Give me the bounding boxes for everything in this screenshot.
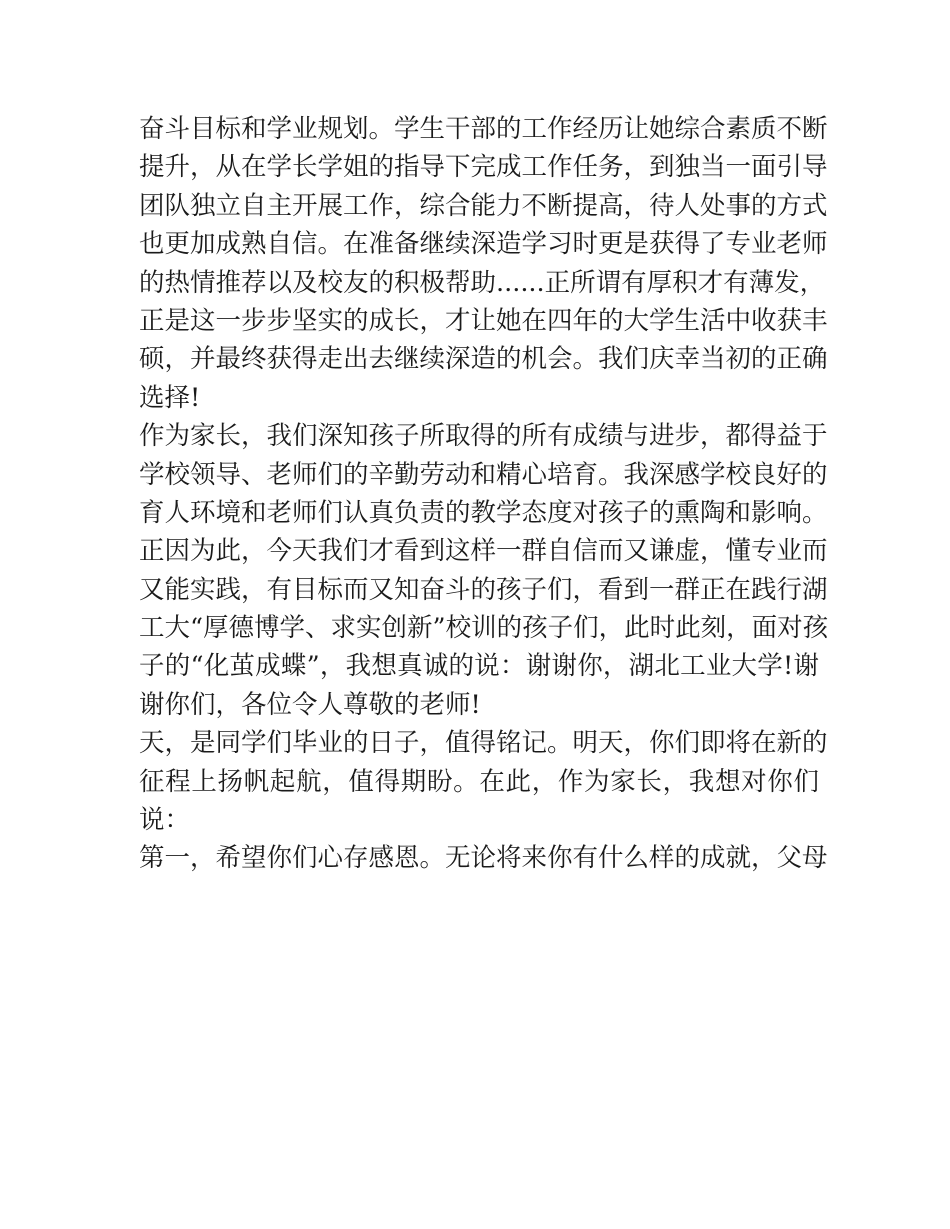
text-line: 也更加成熟自信。在准备继续深造学习时更是获得了专业老师	[139, 229, 828, 260]
text-line: 选择!	[139, 382, 201, 413]
text-line: 第一，希望你们心存感恩。无论将来你有什么样的成就，父母	[139, 843, 828, 874]
text-line: 正是这一步步坚实的成长，才让她在四年的大学生活中收获丰	[139, 305, 828, 336]
text-line: 征程上扬帆起航，值得期盼。在此，作为家长，我想对你们	[139, 766, 819, 797]
text-line: 又能实践，有目标而又知奋斗的孩子们，看到一群正在践行湖	[139, 574, 828, 605]
text-line: 谢你们，各位令人尊敬的老师!	[139, 689, 481, 720]
text-line: 奋斗目标和学业规划。学生干部的工作经历让她综合素质不断	[139, 114, 828, 144]
text-line: 学校领导、老师们的辛勤劳动和精心培育。我深感学校良好的	[139, 459, 828, 490]
text-line: 工大“厚德博学、求实创新”校训的孩子们，此时此刻，面对孩	[139, 613, 829, 644]
text-line: 的热情推荐以及校友的积极帮助......正所谓有厚积才有薄发，	[139, 267, 826, 298]
body-text	[139, 110, 829, 878]
text-line: 团队独立自主开展工作，综合能力不断提高，待人处事的方式	[139, 190, 828, 221]
text-line: 提升，从在学长学姐的指导下完成工作任务，到独当一面引导	[139, 152, 828, 183]
text-line: 硕，并最终获得走出去继续深造的机会。我们庆幸当初的正确	[139, 344, 828, 375]
text-line: 子的“化茧成蝶”，我想真诚的说：谢谢你，湖北工业大学!谢	[139, 651, 819, 682]
text-line: 正因为此，今天我们才看到这样一群自信而又谦虚，懂专业而	[139, 536, 828, 567]
text-line: 作为家长，我们深知孩子所取得的所有成绩与进步，都得益于	[139, 421, 828, 452]
text-line: 说：	[139, 805, 191, 836]
text-line: 天，是同学们毕业的日子，值得铭记。明天，你们即将在新的	[139, 728, 828, 759]
text-line: 育人环境和老师们认真负责的教学态度对孩子的熏陶和影响。	[139, 497, 828, 528]
